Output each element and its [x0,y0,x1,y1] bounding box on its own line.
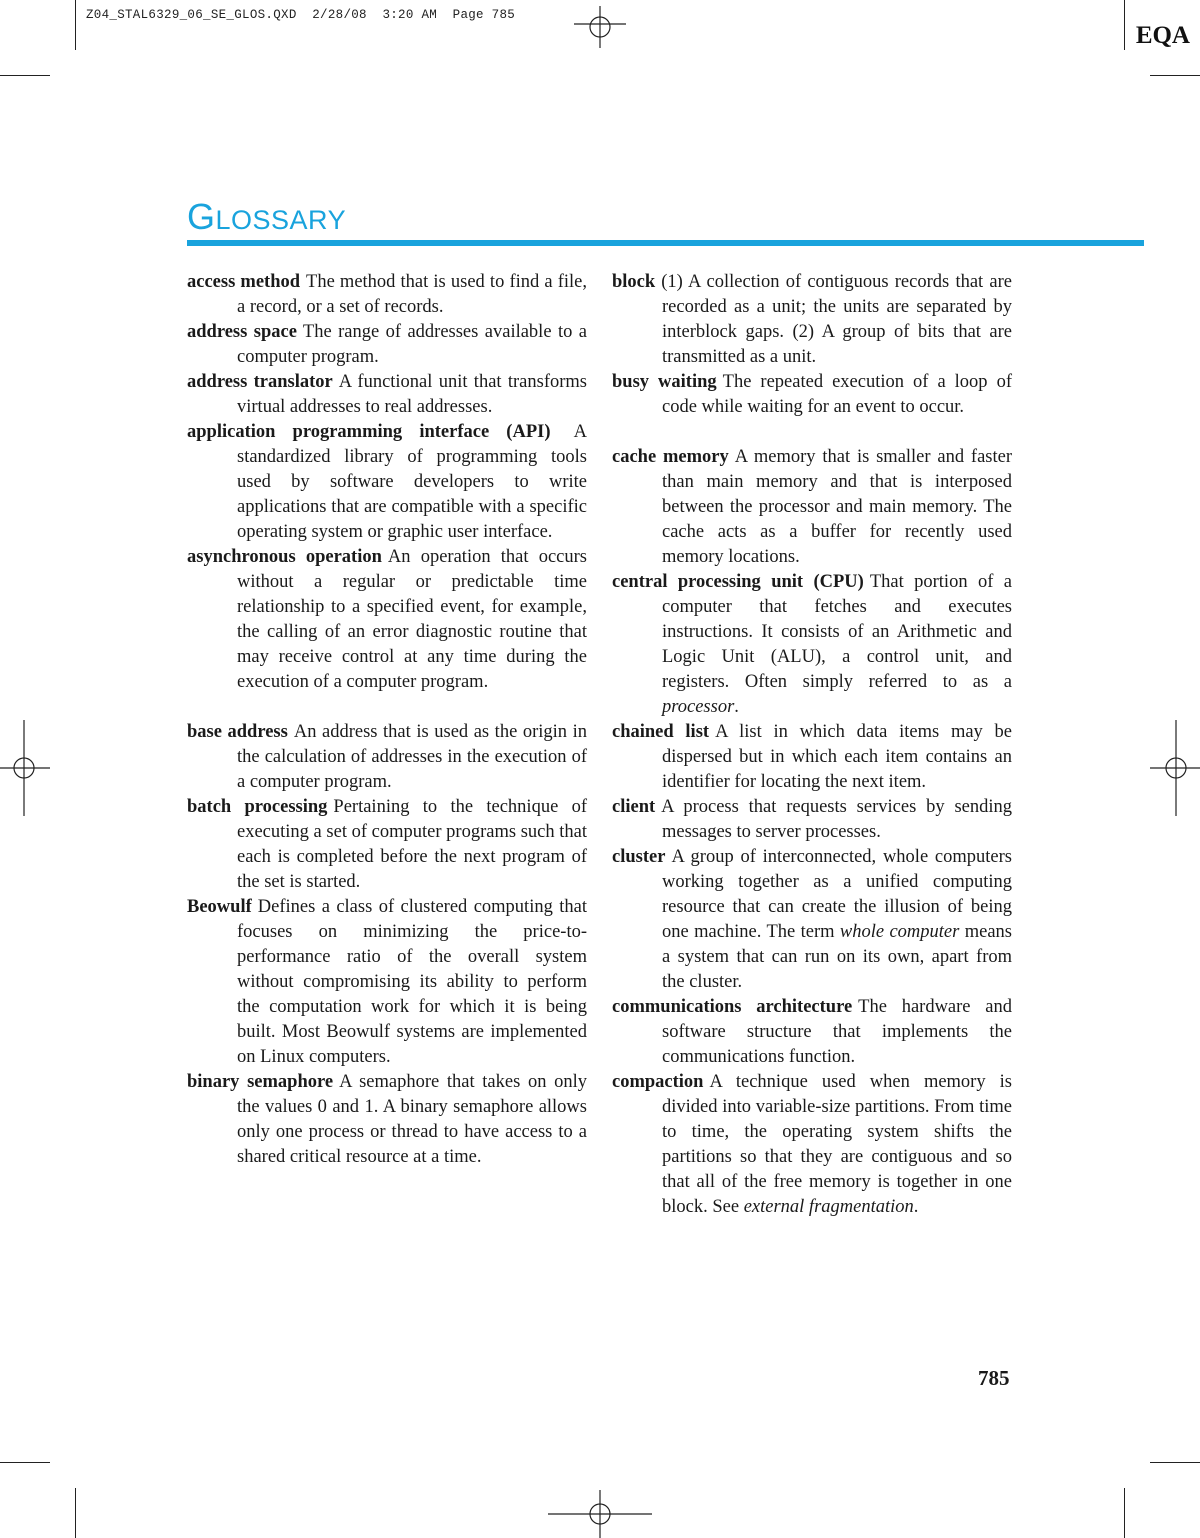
entry-term: address translator [187,372,333,392]
glossary-entry [187,420,587,545]
entry-term: compaction [612,1072,704,1092]
crop-mark-br-h [1150,1462,1200,1463]
glossary-entry [187,370,587,420]
entry-definition: An address that is used as the origin in the calculation of addresses in the execution of a computer program. [237,722,587,792]
registration-mark-left [0,720,50,816]
entry-definition: Defines a class of clustered computing that focuses on minimizing the price-to-performance ratio of the overall system without compromising its ability to perform the computation work for which it is being built. Most Beowulf systems are implemented on Linux computers. [237,897,587,1067]
file-slug: Z04_STAL6329_06_SE_GLOS.QXD 2/28/08 3:20 AM Page 785 [86,8,516,22]
glossary-column-left [187,270,587,1170]
entry-definition [662,572,1012,717]
entry-term: client [612,797,656,817]
entry-definition [662,847,1012,992]
glossary-column-right [612,270,1012,1220]
entry-definition: A standardized library of programming tools used by software developers to write applications that are compatible with a specific operating system or graphic user interface. [237,422,587,542]
entry-definition [662,1072,1012,1217]
glossary-entry [612,445,1012,570]
glossary-entry [187,270,587,320]
definition-text: That portion of a computer that fetches and executes instructions. It consists of an Arithmetic and Logic Unit (ALU), a control unit, and registers. Often simply referred to as a [662,572,1013,692]
entry-definition: An operation that occurs without a regular or predictable time relationship to a specified event, for example, the calling of an error diagnostic routine that may receive control at any time during the execution of a computer program. [237,547,588,692]
entry-definition: A process that requests services by sending messages to server processes. [661,797,1012,842]
glossary-entry [187,795,587,895]
crop-mark-bl-v [75,1488,76,1538]
entry-term: cluster [612,847,666,867]
cross-reference: processor [662,697,735,717]
crop-mark-tr-h [1150,75,1200,76]
entry-term: cache memory [612,447,729,467]
title-initial: G [187,196,216,237]
glossary-entry [187,895,587,1070]
definition-text: A technique used when memory is divided into variable-size partitions. From time to time, the operating system shifts the partitions so that they are contiguous and so that all of the free memory is together in one block. See [662,1072,1012,1217]
entry-definition: Pertaining to the technique of executing a set of computer programs such that each is completed before the next program of the set is started. [237,797,587,892]
entry-definition: The repeated execution of a loop of code while waiting for an event to occur. [662,372,1012,417]
cross-reference: external fragmentation [743,1197,914,1217]
registration-mark-top [574,6,626,48]
entry-term: busy waiting [612,372,717,392]
registration-mark-bottom [548,1490,652,1538]
glossary-entry [612,270,1012,370]
entry-term: communications architecture [612,997,853,1017]
entry-definition: The hardware and software structure that implements the communications function. [662,997,1013,1067]
title-rule [187,240,1144,246]
glossary-entry [187,720,587,795]
glossary-entry [187,1070,587,1170]
crop-mark-tl-h [0,75,50,76]
glossary-entry [612,720,1012,795]
entry-term: central processing unit (CPU) [612,572,864,592]
glossary-entry [612,570,1012,720]
glossary-entry [187,545,587,695]
glossary-entry [187,320,587,370]
corner-code: EQA [1135,22,1190,49]
entry-definition: A memory that is smaller and faster than main memory and that is interposed between the processor and main memory. The cache acts as a buffer for recently used memory locations. [662,447,1012,567]
entry-definition: A list in which data items may be dispersed but in which each item contains an identifier for locating the next item. [662,722,1012,792]
glossary-entry [612,995,1012,1070]
registration-mark-right [1150,720,1200,816]
entry-term: Beowulf [187,897,252,917]
entry-term: batch processing [187,797,328,817]
glossary-entry [612,845,1012,995]
entry-term: base address [187,722,288,742]
entry-definition: A functional unit that transforms virtual addresses to real addresses. [237,372,587,417]
crop-mark-bl-h [0,1462,50,1463]
definition-tail: . [734,697,739,717]
glossary-entry [612,370,1012,420]
cross-reference: whole computer [839,922,960,942]
entry-definition: The range of addresses available to a computer program. [237,322,587,367]
definition-tail: . [913,1197,919,1217]
entry-term: chained list [612,722,710,742]
definition-tail: means a system that can run on its own, apart from the cluster. [662,922,1012,992]
entry-term: asynchronous operation [187,547,382,567]
crop-mark-br-v [1124,1488,1125,1538]
entry-term: access method [187,272,301,292]
entry-term: binary semaphore [187,1072,334,1092]
definition-text: A group of interconnected, whole computers working together as a unified computing resource that can create the illusion of being one machine. The term [662,847,1012,942]
page-number: 785 [978,1366,1010,1390]
glossary-entry [612,1070,1012,1220]
title-rest: LOSSARY [215,205,347,235]
entry-term: address space [187,322,297,342]
page-title [187,196,346,238]
crop-mark-tr-v [1124,0,1125,50]
entry-definition: The method that is used to find a file, a record, or a set of records. [237,272,587,317]
entry-term: application programming interface (API) [187,422,551,442]
entry-definition: (1) A collection of contiguous records that are recorded as a unit; the units are separated by interblock gaps. (2) A group of bits that are transmitted as a unit. [661,272,1012,367]
crop-mark-tl-v [75,0,76,50]
entry-term: block [612,272,656,292]
entry-definition: A semaphore that takes on only the values 0 and 1. A binary semaphore allows only one process or thread to have access to a shared critical resource at a time. [237,1072,587,1167]
glossary-entry [612,795,1012,845]
